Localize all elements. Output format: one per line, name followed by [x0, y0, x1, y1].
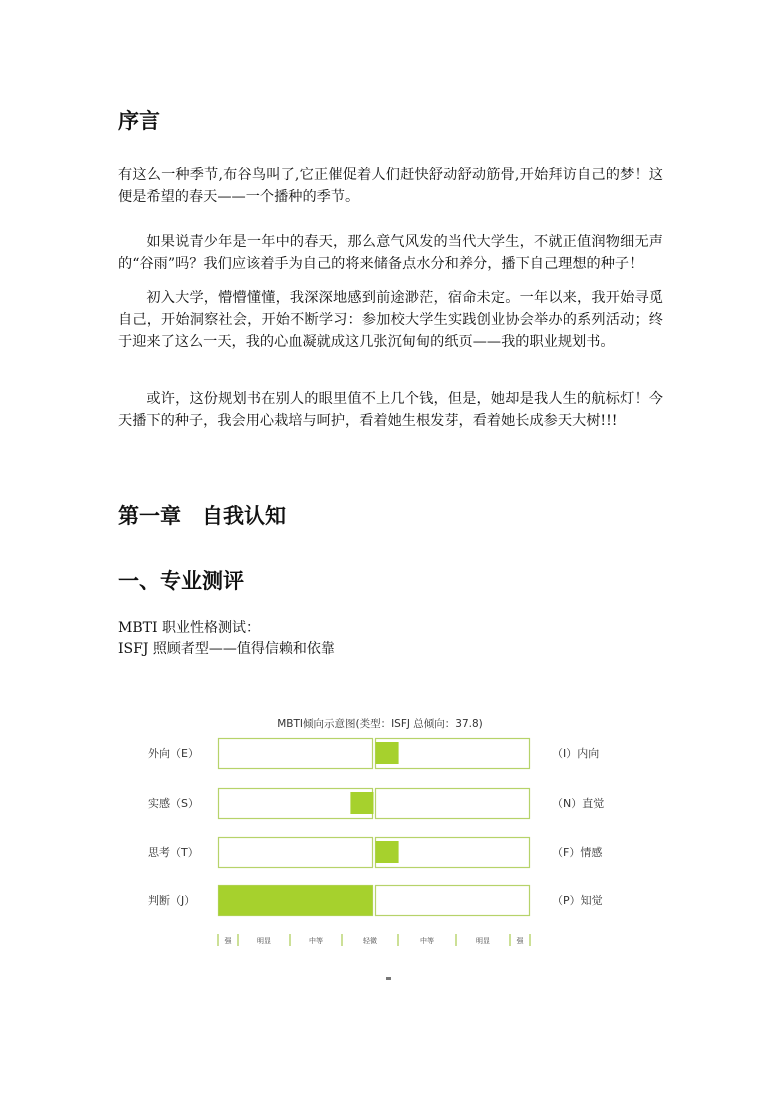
bar-frame-left	[219, 838, 373, 868]
scale-label: 中等	[309, 937, 323, 945]
bar-fill	[376, 841, 399, 863]
dimension-right-label: （F）情感	[552, 846, 603, 859]
dimension-left-label: 思考（T）	[148, 846, 199, 859]
scale-label: 轻微	[363, 937, 377, 945]
chapter-title: 第一章 自我认知	[118, 503, 286, 528]
dimension-left-label: 判断（J）	[148, 894, 196, 907]
dimension-right-label: （N）直觉	[552, 797, 605, 810]
dimension-right-label: （I）内向	[552, 747, 600, 760]
preface-paragraph-2: 如果说青少年是一年中的春天，那么意气风发的当代大学生，不就正值润物细无声的“谷雨”吗？我们应该着手为自己的将来储备点水分和养分，播下自己理想的种子！	[118, 234, 663, 273]
bar-frame-left	[219, 789, 373, 819]
scale-label: 中等	[420, 937, 434, 945]
dimension-left-label: 外向（E）	[148, 747, 199, 760]
mbti-chart	[140, 710, 620, 965]
preface-paragraph-1: 有这么一种季节,布谷鸟叫了,它正催促着人们赶快舒动舒动筋骨,开始拜访自己的梦！这便是希望的春天——一个播种的季节。	[118, 167, 663, 206]
scale-label: 明显	[476, 937, 490, 945]
bar-fill	[376, 742, 399, 764]
preface-title: 序言	[118, 108, 160, 133]
preface-paragraph-3: 初入大学，懵懵懂懂，我深深地感到前途渺茫，宿命未定。一年以来，我开始寻觅自己，开始洞察社会，开始不断学习：参加校大学生实践创业协会举办的系列活动；终于迎来了这么一天，我的心血凝就成这几张沉甸甸的纸页——我的职业规划书。	[118, 290, 663, 351]
mbti-type-result: ISFJ 照顾者型——值得信赖和依靠	[118, 641, 335, 657]
bar-fill	[219, 886, 373, 916]
dimension-right-label: （P）知觉	[552, 894, 603, 907]
bar-frame-right	[376, 789, 530, 819]
page-marker	[386, 977, 391, 980]
mbti-test-label: MBTI 职业性格测试：	[118, 620, 260, 636]
bar-frame-right	[376, 886, 530, 916]
chart-title: MBTI倾向示意图(类型：ISFJ 总倾向：37.8)	[277, 718, 483, 730]
scale-label: 强	[516, 937, 524, 945]
preface-paragraph-4: 或许，这份规划书在别人的眼里值不上几个钱，但是，她却是我人生的航标灯！今天播下的种子，我会用心栽培与呵护，看着她生根发芽，看着她长成参天大树!!!	[118, 391, 663, 430]
dimension-left-label: 实感（S）	[148, 797, 199, 810]
section-title: 一、专业测评	[118, 568, 244, 593]
scale-label: 强	[224, 937, 232, 945]
scale-label: 明显	[257, 937, 271, 945]
bar-fill	[350, 792, 373, 814]
bar-frame-left	[219, 739, 373, 769]
